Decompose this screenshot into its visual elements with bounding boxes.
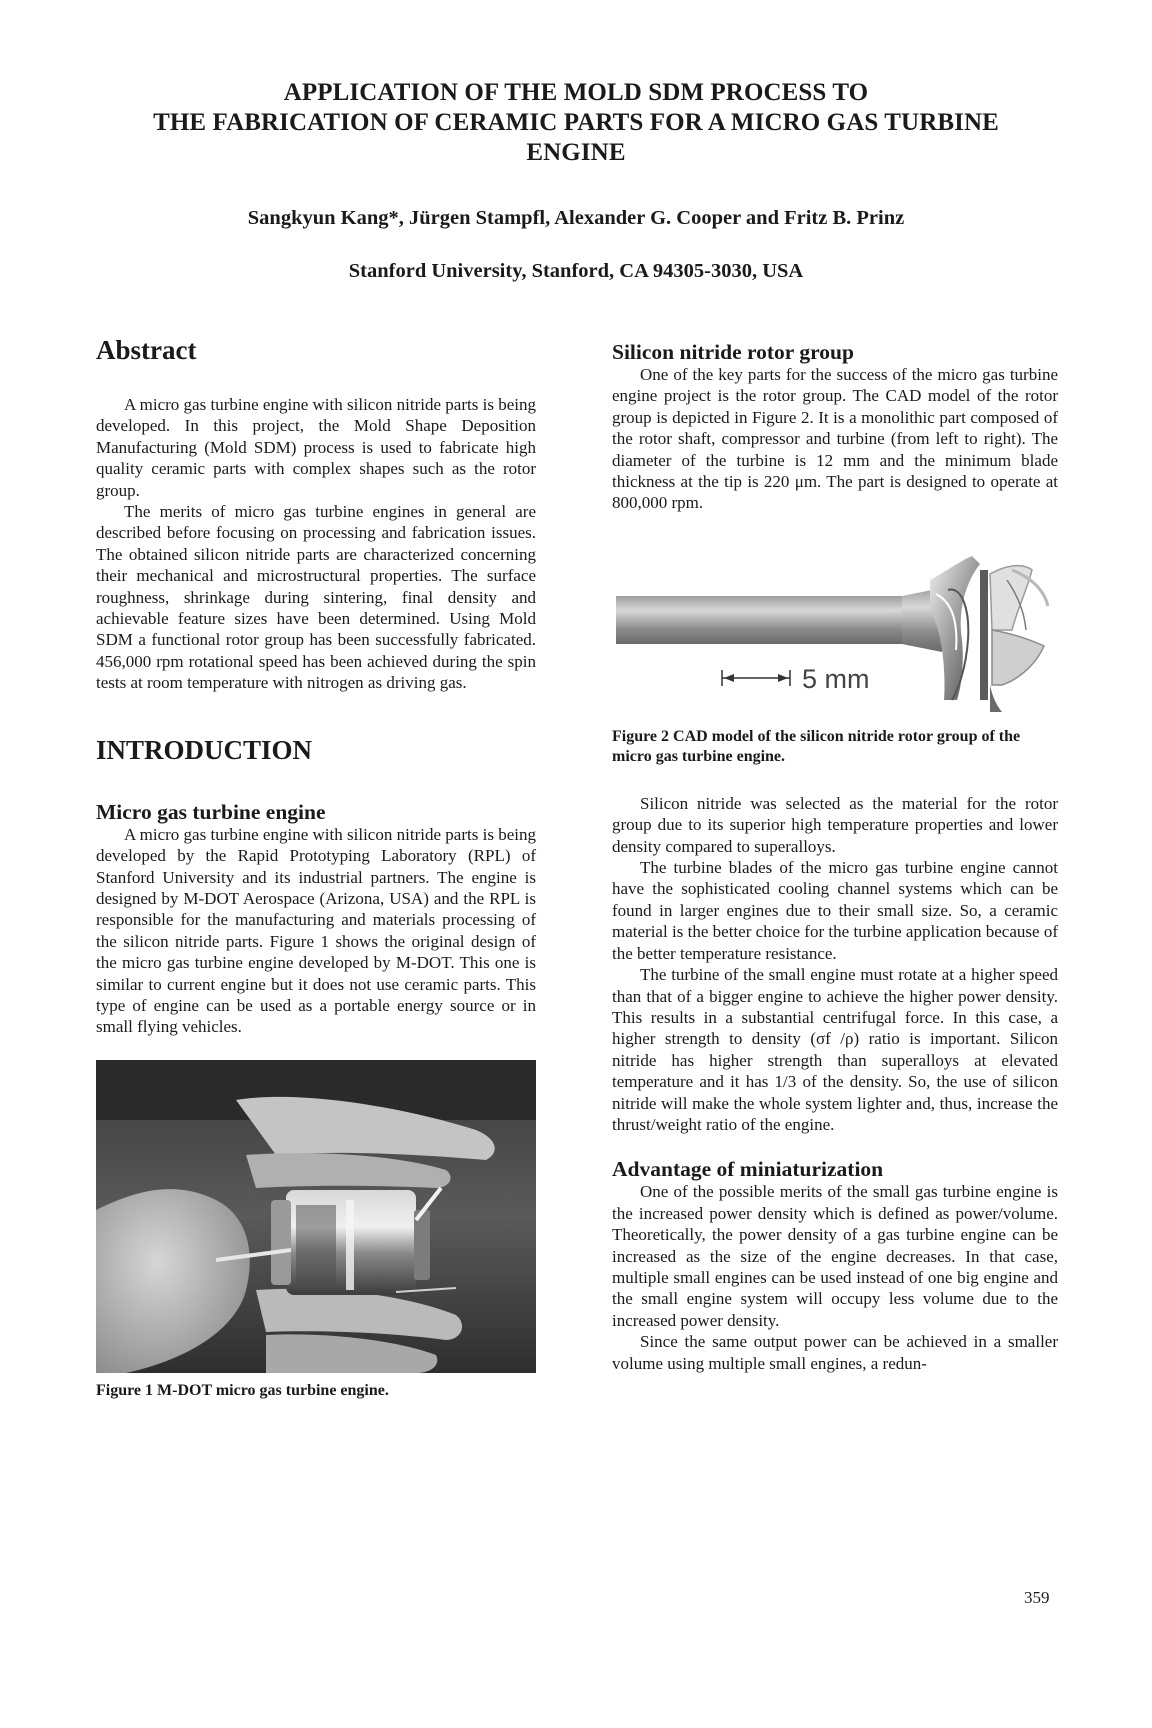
title-line: APPLICATION OF THE MOLD SDM PROCESS TO bbox=[283, 79, 869, 106]
engine-photo bbox=[96, 1060, 536, 1373]
miniaturization-paragraph: Since the same output power can be achieved in a smaller volume using multiple small engines, a redun- bbox=[612, 1332, 1058, 1373]
scale-bar-label: 5 mm bbox=[802, 663, 870, 694]
micro-engine-subheading: Micro gas turbine engine bbox=[96, 799, 326, 824]
introduction-paragraph: A micro gas turbine engine with silicon nitride parts is being developed by the Rapid Prototyping Laboratory (RPL) of Stanford University and its industrial partners. The engine is designed by M-DOT Aerospace (Arizona, USA) and the RPL is responsible for the manufacturing and materials processing of the silicon nitride parts. Figure 1 shows the original design of the micro gas turbine engine developed by M-DOT. This one is similar to current engine but it does not use ceramic parts. This type of engine can be used as a portable energy source or in small flying vehicles. bbox=[96, 824, 536, 1037]
rotor-cad-model bbox=[612, 550, 1058, 717]
affiliation: Stanford University, Stanford, CA 94305-3030, USA bbox=[348, 260, 804, 282]
figure-1-caption: Figure 1 M-DOT micro gas turbine engine. bbox=[96, 1381, 389, 1399]
material-paragraph: The turbine of the small engine must rotate at a higher speed than that of a bigger engine to achieve the higher power density. This results in a substantial centrifugal force. In this case, a higher strength to density (σf /ρ) ratio is important. Silicon nitride has higher strength than superalloys at elevated temperature and it has 1/3 of the density. So, the use of silicon nitride will make the whole system lighter and, thus, increase the thrust/weight ratio of the engine. bbox=[612, 965, 1058, 1134]
abstract-paragraph: The merits of micro gas turbine engines in general are described before focusing on processing and fabrication issues. The obtained silicon nitride parts are characterized concerning their mechanical and microstructural properties. The surface roughness, shrinkage during sintering, final density and achievable feature sizes have been determined. Using Mold SDM a functional rotor group has been successfully fabricated. 456,000 rpm rotational speed has been achieved during the spin tests at room temperature with nitrogen as driving gas. bbox=[96, 502, 536, 693]
rotor-paragraph: One of the key parts for the success of the micro gas turbine engine project is the rotor group. The CAD model of the rotor group is depicted in Figure 2. It is a monolithic part composed of the rotor shaft, compressor and turbine (from left to right). The diameter of the turbine is 12 mm and the minimum blade thickness at the tip is 220 μm. The part is designed to operate at 800,000 rpm. bbox=[612, 365, 1058, 513]
rotor-cad-image bbox=[612, 550, 1058, 717]
abstract-paragraph: A micro gas turbine engine with silicon nitride parts is being developed. In this project, the Mold Shape Deposition Manufacturing (Mold SDM) process is used to fabricate high quality ceramic parts with complex shapes such as the rotor group. bbox=[96, 395, 536, 500]
material-paragraph: Silicon nitride was selected as the material for the rotor group due to its superior high temperature properties and lower density compared to superalloys. bbox=[612, 793, 1058, 856]
material-paragraph: The turbine blades of the micro gas turbine engine cannot have the sophisticated cooling channel systems which can be found in larger engines due to their small size. So, a ceramic material is the better choice for the turbine application because of the better temperature resistance. bbox=[612, 858, 1058, 963]
left-column bbox=[96, 334, 536, 1401]
figure-2-caption: Figure 2 CAD model of the silicon nitride rotor group of the micro gas turbine engine. bbox=[612, 727, 1021, 765]
engine-photo-image bbox=[96, 1060, 536, 1373]
figure-2 bbox=[612, 550, 1058, 767]
miniaturization-heading: Advantage of miniaturization bbox=[612, 1157, 884, 1182]
rotor-heading: Silicon nitride rotor group bbox=[612, 340, 854, 364]
paper-title bbox=[60, 78, 1092, 168]
abstract-heading: Abstract bbox=[96, 335, 197, 365]
author-list: Sangkyun Kang*, Jürgen Stampfl, Alexander G. Cooper and Fritz B. Prinz bbox=[247, 207, 905, 229]
miniaturization-paragraph: One of the possible merits of the small gas turbine engine is the increased power density which is defined as power/volume. Theoretically, the power density of a gas turbine engine can be increased as the size of the engine decreases. In that case, multiple small engines can be used instead of one big engine and the small engine system will occupy less volume due to the increased power density. bbox=[612, 1182, 1058, 1330]
figure-1 bbox=[96, 1060, 536, 1401]
introduction-heading: INTRODUCTION bbox=[96, 734, 313, 765]
page-number: 359 bbox=[1024, 1588, 1050, 1607]
title-line: ENGINE bbox=[526, 139, 626, 166]
title-line: THE FABRICATION OF CERAMIC PARTS FOR A MICRO GAS TURBINE bbox=[153, 109, 999, 136]
right-column bbox=[612, 340, 1058, 1374]
